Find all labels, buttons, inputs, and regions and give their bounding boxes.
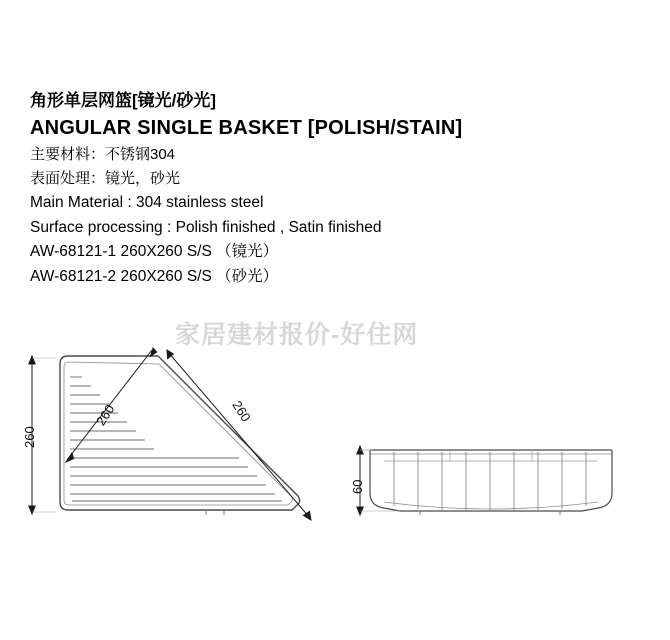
spec-line-surface-en: Surface processing : Polish finished , Satin finished (30, 218, 382, 236)
basket-wire-bars (70, 377, 207, 501)
specification-text-block (30, 92, 640, 293)
spec-line-main-material-cn: 主要材料：不锈钢304 (30, 146, 176, 163)
dimension-label-left-side: 260 (93, 401, 118, 429)
watermark-text: 家居建材报价-好住网 (175, 321, 419, 349)
angular-basket-side-view (350, 330, 650, 580)
dimension-label-side-height: 60 (350, 479, 365, 494)
product-title-english: ANGULAR SINGLE BASKET [POLISH/STAIN] (30, 117, 463, 139)
spec-line-surface-cn: 表面处理：镜光，砂光 (30, 170, 181, 187)
spec-line-main-material-en: Main Material : 304 stainless steel (30, 194, 264, 211)
product-title-chinese: 角形单层网篮[镜光/砂光] (30, 91, 217, 110)
basket-inner-rim (64, 362, 292, 505)
spec-line-model-satin: AW-68121-2 260X260 S/S （砂光） (30, 267, 279, 285)
basket-feet-marks (206, 510, 224, 515)
dimension-label-height: 260 (22, 426, 37, 448)
spec-line-model-polish: AW-68121-1 260X260 S/S （镜光） (30, 243, 279, 260)
basket-outline (60, 356, 300, 510)
angular-basket-top-view (10, 330, 340, 580)
dimension-label-right-side: 260 (229, 398, 254, 425)
technical-drawing (0, 330, 670, 580)
